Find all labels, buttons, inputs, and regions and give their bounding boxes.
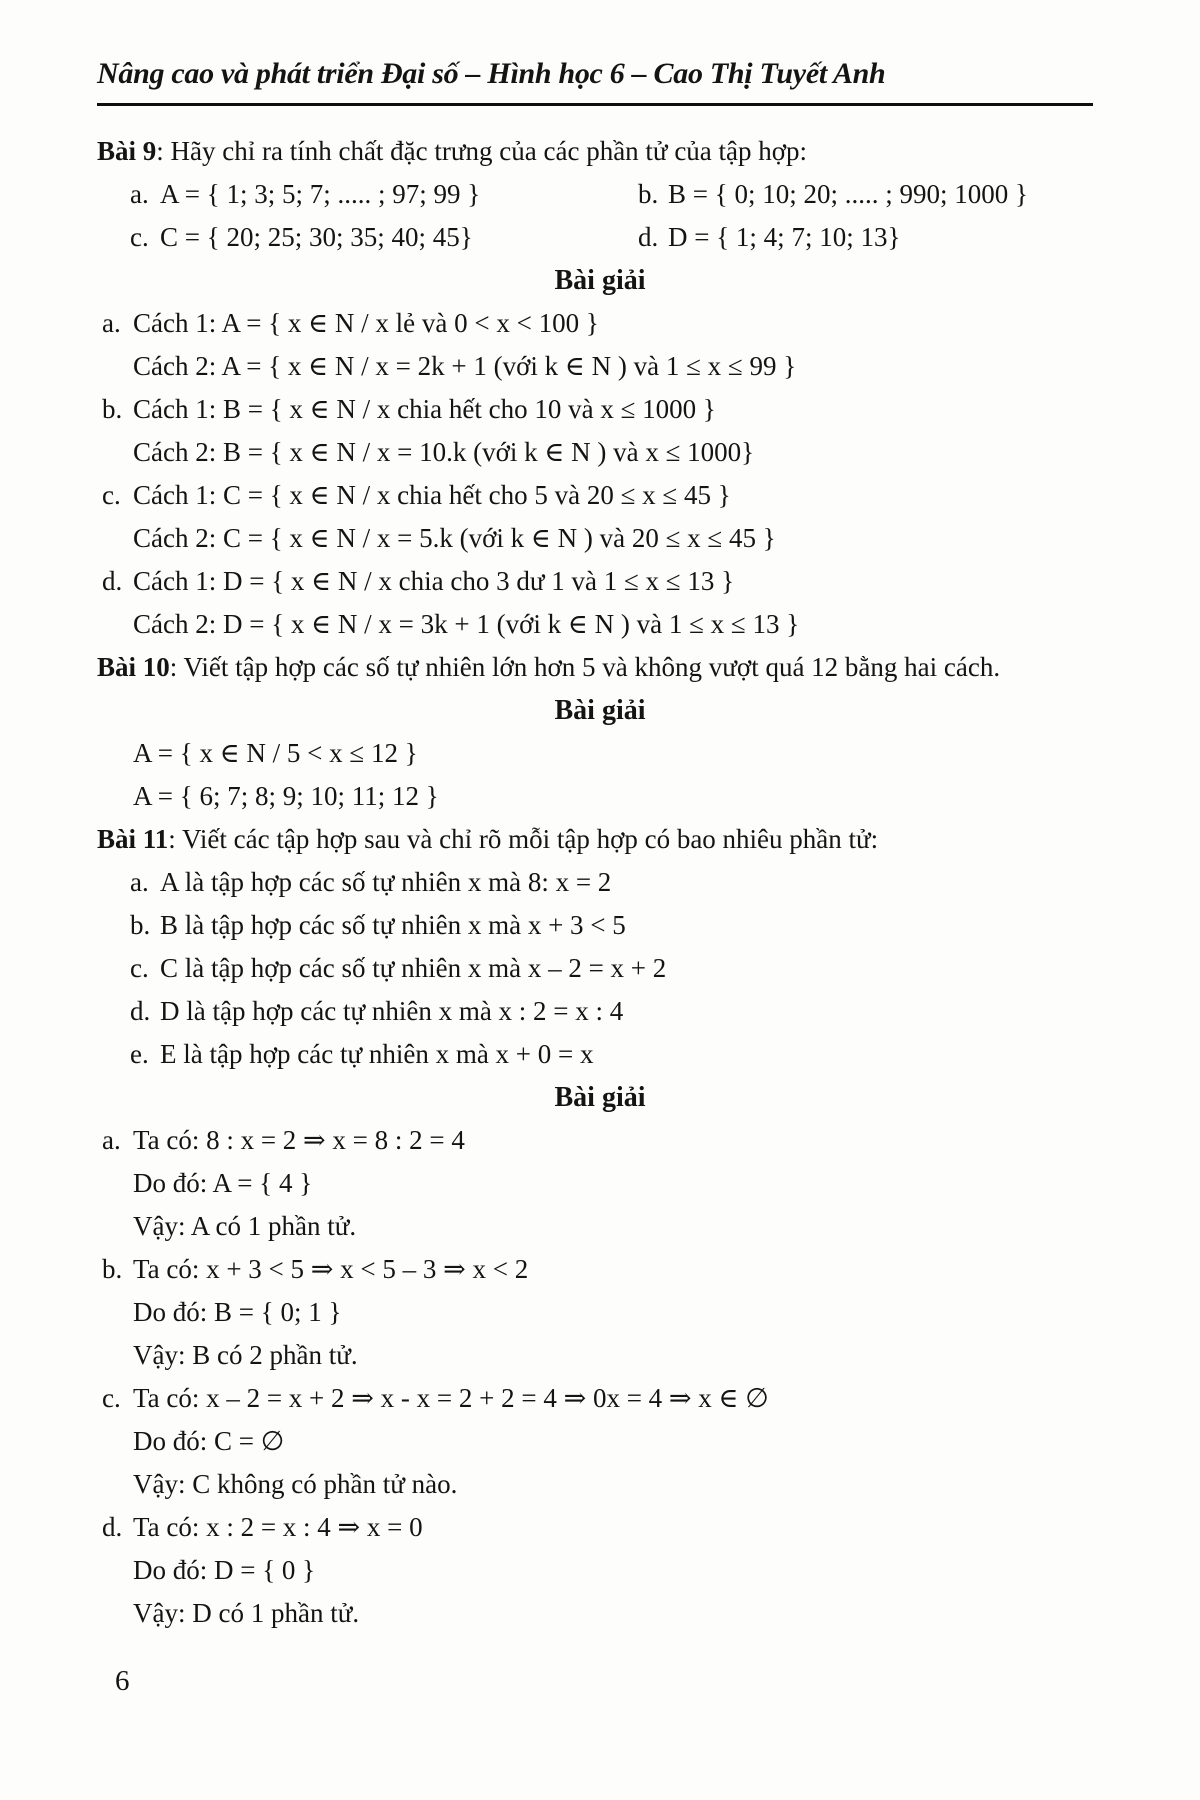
bai9-item-b: [638, 173, 1103, 216]
solution-text: A = { x ∈ N / 5 < x ≤ 12 }: [133, 738, 418, 768]
solution-text: Do đó: A = { 4 }: [133, 1168, 313, 1198]
solution-text: Ta có: x : 2 = x : 4 ⇒ x = 0: [133, 1512, 423, 1542]
solution-line: [97, 603, 1103, 646]
solution-text: Vậy: A có 1 phần tử.: [133, 1211, 357, 1241]
solution-line: [97, 1248, 1103, 1291]
item-text: A = { 1; 3; 5; 7; ..... ; 97; 99 }: [160, 179, 481, 209]
item-marker: b.: [102, 394, 123, 424]
solution-line: [97, 517, 1103, 560]
solution-line: [97, 302, 1103, 345]
bai11-item-a: [97, 861, 1103, 904]
bai9-item-d: [638, 216, 1103, 259]
bai10-statement-text: : Viết tập hợp các số tự nhiên lớn hơn 5 và không vượt quá 12 bằng hai cách.: [169, 652, 1001, 682]
solution-line: [97, 1506, 1103, 1549]
item-text: D = { 1; 4; 7; 10; 13}: [668, 222, 901, 252]
solution-text: Vậy: D có 1 phần tử.: [133, 1598, 360, 1628]
bai10-statement: [97, 646, 1103, 689]
solution-text: Do đó: C = ∅: [133, 1426, 285, 1456]
bai9-statement-text: : Hãy chỉ ra tính chất đặc trưng của các phần tử của tập hợp:: [156, 136, 808, 166]
bai11-solution-heading: Bài giải: [554, 1082, 646, 1113]
solution-line: [97, 1334, 1103, 1377]
header-title: Nâng cao và phát triển Đại số – Hình học 6 – Cao Thị Tuyết Anh: [97, 57, 886, 90]
item-marker: c.: [102, 1383, 121, 1413]
bai10-solution-heading: Bài giải: [554, 695, 646, 726]
solution-line: [97, 1162, 1103, 1205]
solution-line: [97, 1420, 1103, 1463]
solution-line: [97, 775, 1103, 818]
item-marker: b.: [130, 910, 151, 940]
bai10-label: Bài 10: [97, 652, 170, 682]
solution-line: [97, 474, 1103, 517]
solution-text: Cách 1: B = { x ∈ N / x chia hết cho 10 và x ≤ 1000 }: [133, 394, 716, 424]
item-marker: a.: [102, 308, 121, 338]
solution-text: Ta có: x – 2 = x + 2 ⇒ x - x = 2 + 2 = 4 ⇒ 0x = 4 ⇒ x ∈ ∅: [133, 1383, 769, 1413]
solution-line: [97, 388, 1103, 431]
solution-line: [97, 732, 1103, 775]
solution-text: Cách 2: B = { x ∈ N / x = 10.k (với k ∈ N ) và x ≤ 1000}: [133, 437, 755, 467]
item-marker: a.: [130, 179, 149, 209]
bai9-solution-heading: Bài giải: [554, 265, 646, 296]
bai9-statement: [97, 130, 1103, 173]
item-text: B là tập hợp các số tự nhiên x mà x + 3 < 5: [160, 910, 626, 940]
solution-line: [97, 1463, 1103, 1506]
solution-line: [97, 1119, 1103, 1162]
solution-text: Cách 1: D = { x ∈ N / x chia cho 3 dư 1 và 1 ≤ x ≤ 13 }: [133, 566, 735, 596]
bai11-statement: [97, 818, 1103, 861]
page-content: [97, 130, 1103, 1635]
item-text: C là tập hợp các số tự nhiên x mà x – 2 = x + 2: [160, 953, 667, 983]
item-marker: e.: [130, 1039, 149, 1069]
item-marker: d.: [102, 1512, 123, 1542]
solution-line: [97, 560, 1103, 603]
solution-text: Vậy: C không có phần tử nào.: [133, 1469, 458, 1499]
item-marker: b.: [102, 1254, 123, 1284]
bai9-item-c: [97, 216, 638, 259]
item-marker: c.: [130, 222, 149, 252]
item-text: B = { 0; 10; 20; ..... ; 990; 1000 }: [668, 179, 1028, 209]
bai11-item-b: [97, 904, 1103, 947]
item-marker: a.: [102, 1125, 121, 1155]
solution-text: Ta có: x + 3 < 5 ⇒ x < 5 – 3 ⇒ x < 2: [133, 1254, 529, 1284]
solution-line: [97, 431, 1103, 474]
solution-text: Cách 1: A = { x ∈ N / x lẻ và 0 < x < 100 }: [133, 308, 599, 338]
page-number: 6: [115, 1665, 130, 1697]
solution-text: Cách 1: C = { x ∈ N / x chia hết cho 5 và 20 ≤ x ≤ 45 }: [133, 480, 731, 510]
item-marker: d.: [130, 996, 151, 1026]
item-marker: d.: [102, 566, 123, 596]
item-text: E là tập hợp các tự nhiên x mà x + 0 = x: [160, 1039, 594, 1069]
bai9-label: Bài 9: [97, 136, 157, 166]
item-text: D là tập hợp các tự nhiên x mà x : 2 = x : 4: [160, 996, 624, 1026]
bai11-statement-text: : Viết các tập hợp sau và chỉ rõ mỗi tập hợp có bao nhiêu phần tử:: [168, 824, 879, 854]
item-text: C = { 20; 25; 30; 35; 40; 45}: [160, 222, 473, 252]
bai11-label: Bài 11: [97, 824, 169, 854]
solution-line: [97, 1377, 1103, 1420]
solution-line: [97, 345, 1103, 388]
solution-text: Cách 2: D = { x ∈ N / x = 3k + 1 (với k ∈ N ) và 1 ≤ x ≤ 13 }: [133, 609, 800, 639]
item-marker: c.: [130, 953, 149, 983]
bai11-item-c: [97, 947, 1103, 990]
solution-text: Cách 2: C = { x ∈ N / x = 5.k (với k ∈ N ) và 20 ≤ x ≤ 45 }: [133, 523, 776, 553]
item-marker: a.: [130, 867, 149, 897]
solution-text: Ta có: 8 : x = 2 ⇒ x = 8 : 2 = 4: [133, 1125, 465, 1155]
solution-text: Do đó: B = { 0; 1 }: [133, 1297, 342, 1327]
item-marker: d.: [638, 222, 659, 252]
item-text: A là tập hợp các số tự nhiên x mà 8: x = 2: [160, 867, 612, 897]
solution-text: Cách 2: A = { x ∈ N / x = 2k + 1 (với k ∈ N ) và 1 ≤ x ≤ 99 }: [133, 351, 797, 381]
solution-text: Vậy: B có 2 phần tử.: [133, 1340, 358, 1370]
solution-line: [97, 1291, 1103, 1334]
solution-line: [97, 1549, 1103, 1592]
page-header: [97, 0, 1093, 106]
solution-line: [97, 1205, 1103, 1248]
item-marker: b.: [638, 179, 659, 209]
bai9-item-a: [97, 173, 638, 216]
bai9-items-row-2: [97, 216, 1103, 259]
solution-text: Do đó: D = { 0 }: [133, 1555, 316, 1585]
solution-text: A = { 6; 7; 8; 9; 10; 11; 12 }: [133, 781, 439, 811]
bai9-items-row-1: [97, 173, 1103, 216]
bai11-item-e: [97, 1033, 1103, 1076]
bai11-item-d: [97, 990, 1103, 1033]
solution-line: [97, 1592, 1103, 1635]
item-marker: c.: [102, 480, 121, 510]
